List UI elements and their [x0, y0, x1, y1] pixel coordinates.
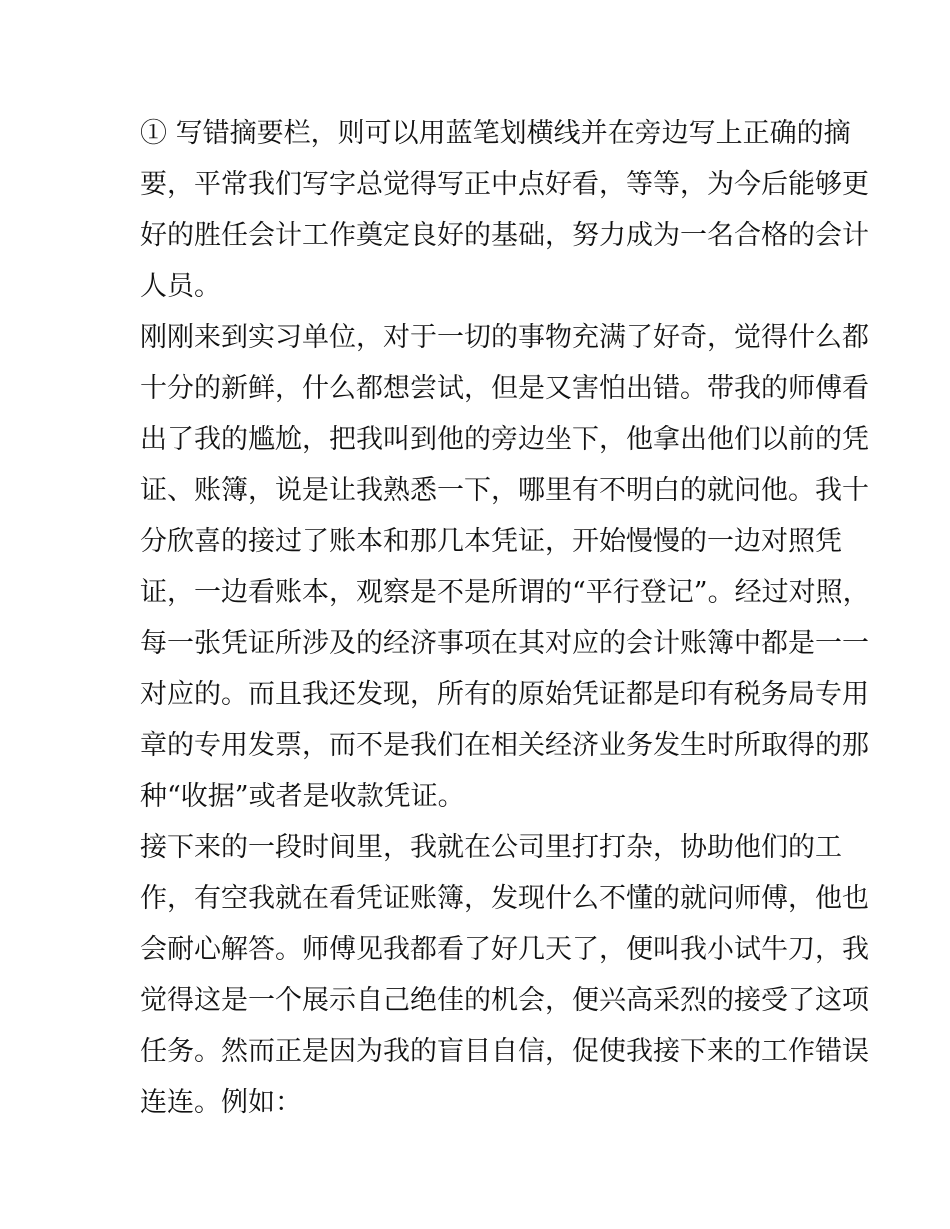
text-line: 出了我的尴尬，把我叫到他的旁边坐下，他拿出他们以前的凭 [140, 424, 869, 455]
paragraph-2 [140, 312, 870, 822]
text-line: 分欣喜的接过了账本和那几本凭证，开始慢慢的一边对照凭 [140, 526, 842, 557]
text-line: 证、账簿，说是让我熟悉一下，哪里有不明白的就问他。我十 [140, 475, 869, 506]
text-line: 章的专用发票，而不是我们在相关经济业务发生时所取得的那 [140, 730, 869, 761]
text-line: 刚刚来到实习单位，对于一切的事物充满了好奇，觉得什么都 [140, 322, 869, 353]
text-line: ① 写错摘要栏，则可以用蓝笔划横线并在旁边写上正确的摘 [140, 118, 851, 149]
text-line: 觉得这是一个展示自己绝佳的机会，便兴高采烈的接受了这项 [140, 985, 869, 1016]
text-line: 接下来的一段时间里，我就在公司里打打杂，协助他们的工 [140, 832, 842, 863]
text-line: 人员。 [140, 271, 221, 302]
text-line: 会耐心解答。师傅见我都看了好几天了，便叫我小试牛刀，我 [140, 934, 869, 965]
text-line: 十分的新鲜，什么都想尝试，但是又害怕出错。带我的师傅看 [140, 373, 869, 404]
document-page [140, 108, 870, 1128]
text-line: 每一张凭证所涉及的经济事项在其对应的会计账簿中都是一一 [140, 628, 869, 659]
text-line: 好的胜任会计工作奠定良好的基础，努力成为一名合格的会计 [140, 220, 869, 251]
paragraph-1 [140, 108, 869, 312]
text-line: 种“收据”或者是收款凭证。 [140, 781, 465, 812]
text-line: 对应的。而且我还发现，所有的原始凭证都是印有税务局专用 [140, 679, 869, 710]
paragraph-3 [140, 822, 869, 1128]
text-line: 要，平常我们写字总觉得写正中点好看，等等，为今后能够更 [140, 169, 869, 200]
text-line: 证，一边看账本，观察是不是所谓的“平行登记”。经过对照， [140, 577, 870, 608]
text-line: 连连。例如： [140, 1087, 302, 1118]
text-line: 任务。然而正是因为我的盲目自信，促使我接下来的工作错误 [140, 1036, 869, 1067]
text-line: 作，有空我就在看凭证账簿，发现什么不懂的就问师傅，他也 [140, 883, 869, 914]
